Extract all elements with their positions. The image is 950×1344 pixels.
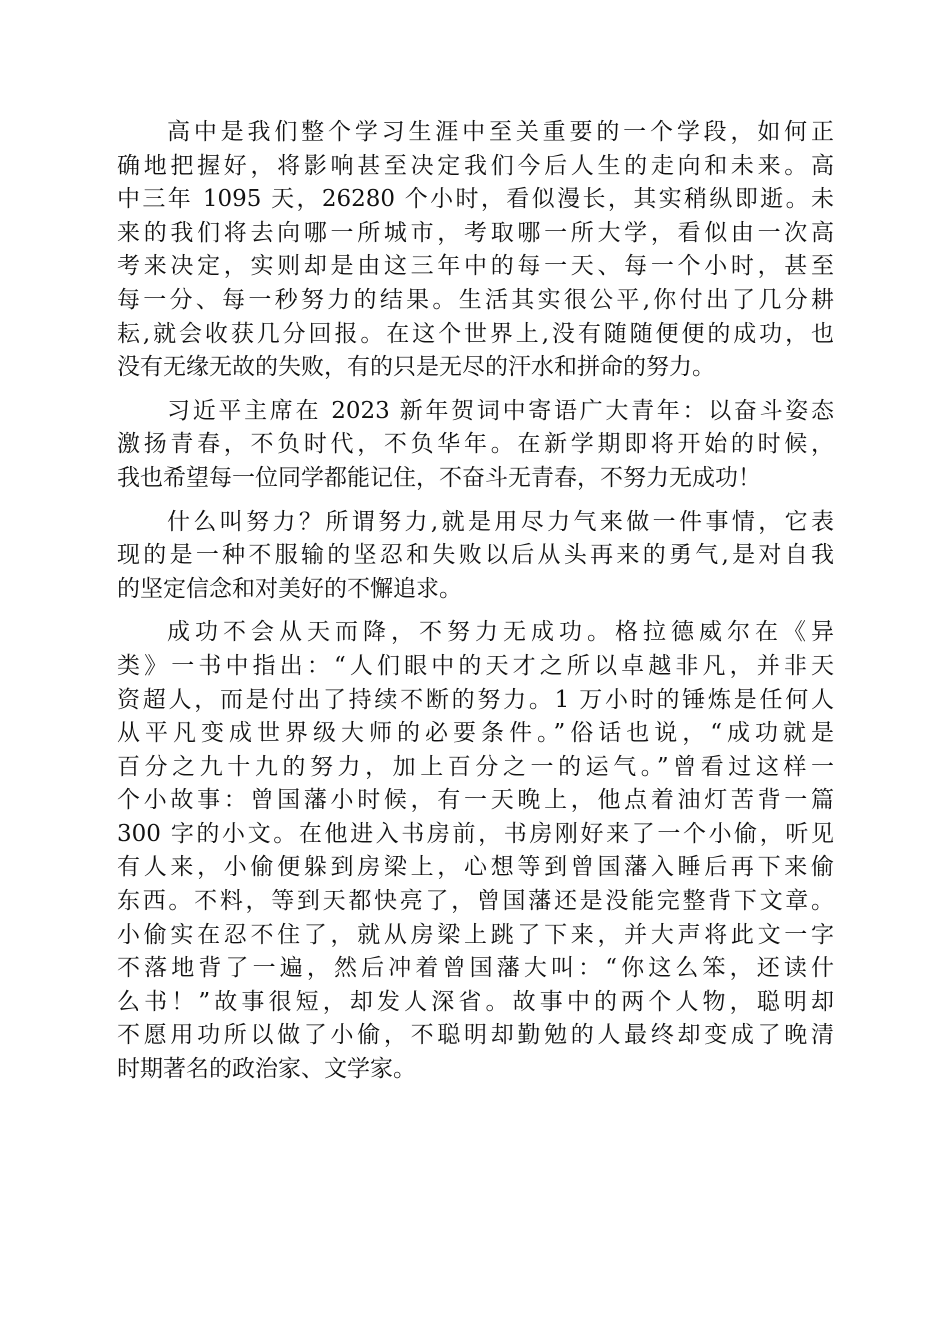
text-line: 不愿用功所以做了小偷，不聪明却勤勉的人最终却变成了晚清 (117, 1022, 834, 1049)
text-line: 每一分、每一秒努力的结果。生活其实很公平,你付出了几分耕 (117, 286, 834, 313)
text-line: 中三年 1095 天，26280 个小时，看似漫长，其实稍纵即逝。未 (117, 186, 834, 213)
text-line: 我也希望每一位同学都能记住，不奋斗无青春，不努力无成功！ (117, 464, 761, 491)
text-line: 小偷实在忍不住了，就从房梁上跳了下来，并大声将此文一字 (117, 921, 834, 948)
paragraph (117, 616, 834, 1086)
paragraph (117, 116, 834, 385)
text-line: 现的是一种不服输的坚忍和失败以后从头再来的勇气,是对自我 (117, 542, 834, 569)
text-line: 确地把握好，将影响甚至决定我们今后人生的走向和未来。高 (117, 152, 834, 179)
text-line: 没有无缘无故的失败，有的只是无尽的汗水和拼命的努力。 (117, 354, 715, 381)
text-line: 东西。不料，等到天都快亮了，曾国藩还是没能完整背下文章。 (117, 888, 834, 915)
text-line: 激扬青春，不负时代，不负华年。在新学期即将开始的时候， (117, 431, 834, 458)
paragraph (117, 395, 834, 496)
text-line: 时期著名的政治家、文学家。 (117, 1056, 416, 1083)
text-line: 的坚定信念和对美好的不懈追求。 (117, 575, 462, 602)
document-page (117, 116, 834, 1097)
text-line: 300 字的小文。在他进入书房前，书房刚好来了一个小偷，听见 (117, 820, 834, 847)
text-line: 百分之九十九的努力，加上百分之一的运气。”曾看过这样一 (117, 753, 834, 780)
text-line: 习近平主席在 2023 新年贺词中寄语广大青年：以奋斗姿态 (167, 397, 834, 424)
text-line: 有人来，小偷便躲到房梁上，心想等到曾国藩入睡后再下来偷 (117, 854, 834, 881)
text-line: 类》一书中指出：“人们眼中的天才之所以卓越非凡，并非天 (117, 652, 834, 679)
text-line: 高中是我们整个学习生涯中至关重要的一个学段，如何正 (167, 119, 834, 145)
text-line: 个小故事：曾国藩小时候，有一天晚上，他点着油灯苦背一篇 (117, 787, 834, 814)
text-line: 成功不会从天而降，不努力无成功。格拉德威尔在《异 (167, 619, 834, 646)
text-line: 考来决定，实则却是由这三年中的每一天、每一个小时，甚至 (117, 253, 834, 280)
text-line: 从平凡变成世界级大师的必要条件。”俗话也说，“成功就是 (117, 720, 834, 747)
text-line: 资超人，而是付出了持续不断的努力。1 万小时的锤炼是任何人 (117, 686, 834, 713)
text-line: 什么叫努力？所谓努力,就是用尽力气来做一件事情，它表 (167, 508, 834, 535)
paragraph (117, 506, 834, 607)
text-line: 不落地背了一遍，然后冲着曾国藩大叫：“你这么笨，还读什 (117, 955, 834, 982)
text-line: 耘,就会收获几分回报。在这个世界上,没有随随便便的成功，也 (117, 320, 834, 347)
text-line: 么书！”故事很短，却发人深省。故事中的两个人物，聪明却 (117, 988, 834, 1015)
text-line: 来的我们将去向哪一所城市，考取哪一所大学，看似由一次高 (117, 219, 834, 246)
